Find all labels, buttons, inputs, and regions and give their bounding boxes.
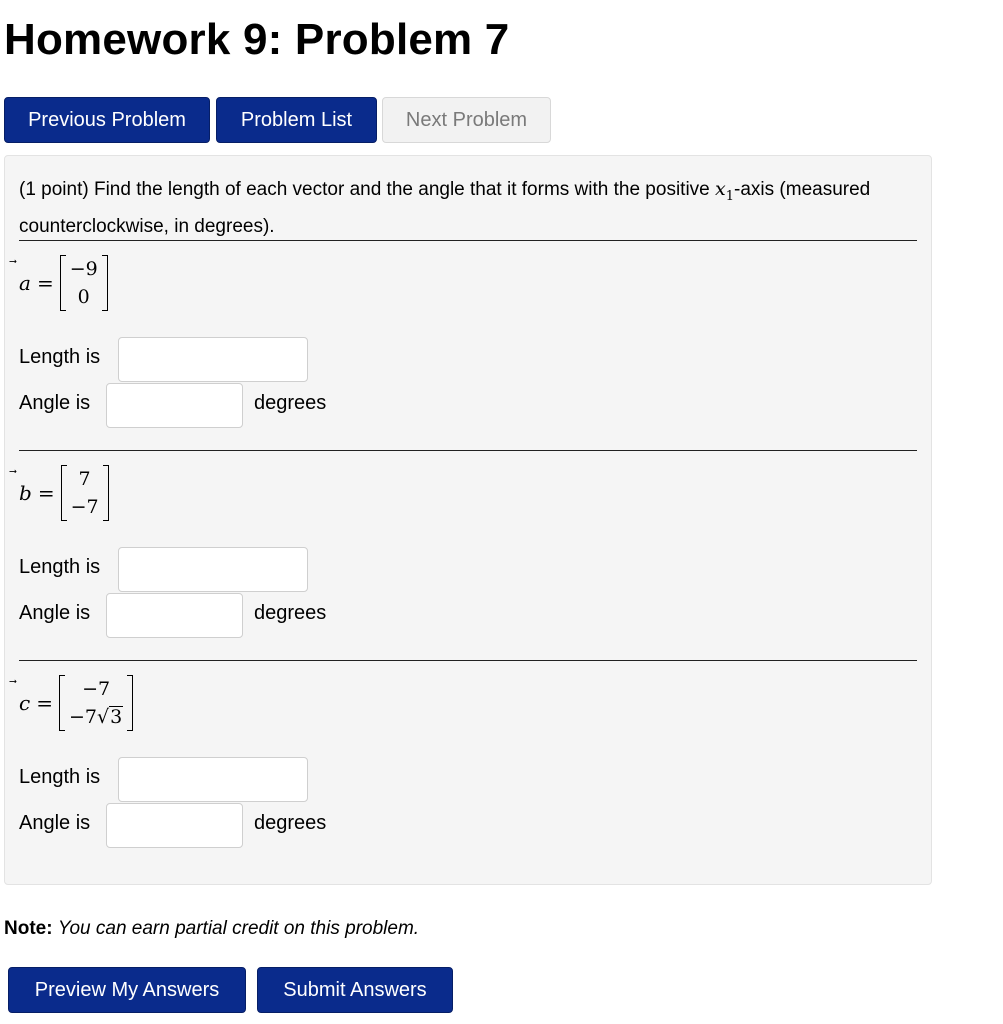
vector-c-radicand: 3 — [110, 706, 123, 728]
vector-a-entry-2: 0 — [77, 286, 90, 308]
vector-b-length-input[interactable] — [118, 547, 308, 592]
vector-b-entry-2: −7 — [70, 496, 99, 518]
vector-b-angle-label: Angle is — [19, 602, 91, 624]
equals-sign: = — [36, 271, 54, 295]
vector-c-length-label: Length is — [19, 766, 101, 788]
vector-c-angle-input[interactable] — [106, 803, 243, 848]
vector-c-entry-1: −7 — [82, 678, 111, 700]
equals-sign: = — [36, 691, 53, 715]
divider — [19, 450, 917, 451]
note-text: You can earn partial credit on this problem. — [57, 918, 420, 939]
divider — [19, 240, 917, 241]
note-label: Note: — [4, 918, 53, 939]
vector-a-degrees-unit: degrees — [254, 392, 327, 414]
divider — [19, 660, 917, 661]
submit-answers-button[interactable]: Submit Answers — [257, 967, 453, 1013]
vector-a-entry-1: −9 — [69, 258, 98, 280]
vector-c-matrix — [59, 675, 133, 731]
vector-c-coefficient: −7 — [68, 706, 97, 728]
vector-c-degrees-unit: degrees — [254, 812, 327, 834]
vector-b-length-label: Length is — [19, 556, 101, 578]
next-problem-button: Next Problem — [382, 97, 551, 143]
axis-variable: $x_1$ — [715, 178, 735, 204]
preview-answers-button[interactable]: Preview My Answers — [8, 967, 246, 1013]
page-title: Homework 9: Problem 7 — [4, 15, 510, 64]
vector-c-length-input[interactable] — [118, 757, 308, 802]
vector-b-symbol: b — [19, 481, 32, 505]
problem-panel — [4, 155, 932, 885]
vector-c-entry-2 — [69, 703, 123, 731]
vector-b-degrees-unit: degrees — [254, 602, 327, 624]
vector-b-entry-1: 7 — [78, 468, 91, 490]
vector-b-definition — [19, 461, 109, 525]
problem-statement — [19, 174, 899, 242]
vector-a-definition — [19, 251, 108, 315]
vector-c-symbol: c — [19, 691, 31, 715]
previous-problem-button[interactable]: Previous Problem — [4, 97, 210, 143]
equals-sign: = — [37, 481, 55, 505]
vector-a-matrix — [60, 255, 108, 311]
problem-list-button[interactable]: Problem List — [216, 97, 377, 143]
vector-a-length-input[interactable] — [118, 337, 308, 382]
vector-a-length-label: Length is — [19, 346, 101, 368]
vector-b-angle-input[interactable] — [106, 593, 243, 638]
vector-a-angle-input[interactable] — [106, 383, 243, 428]
vector-b-matrix — [61, 465, 109, 521]
vector-a-angle-label: Angle is — [19, 392, 91, 414]
partial-credit-note — [4, 918, 419, 940]
statement-text-2: -axis (measured counterclockwise, in degrees). — [19, 179, 871, 237]
sqrt-icon: √ — [96, 706, 110, 728]
statement-text-1: (1 point) Find the length of each vector and the angle that it forms with the positive — [19, 179, 716, 200]
vector-c-angle-label: Angle is — [19, 812, 91, 834]
vector-a-symbol: a — [19, 271, 31, 295]
vector-c-definition — [19, 671, 133, 735]
